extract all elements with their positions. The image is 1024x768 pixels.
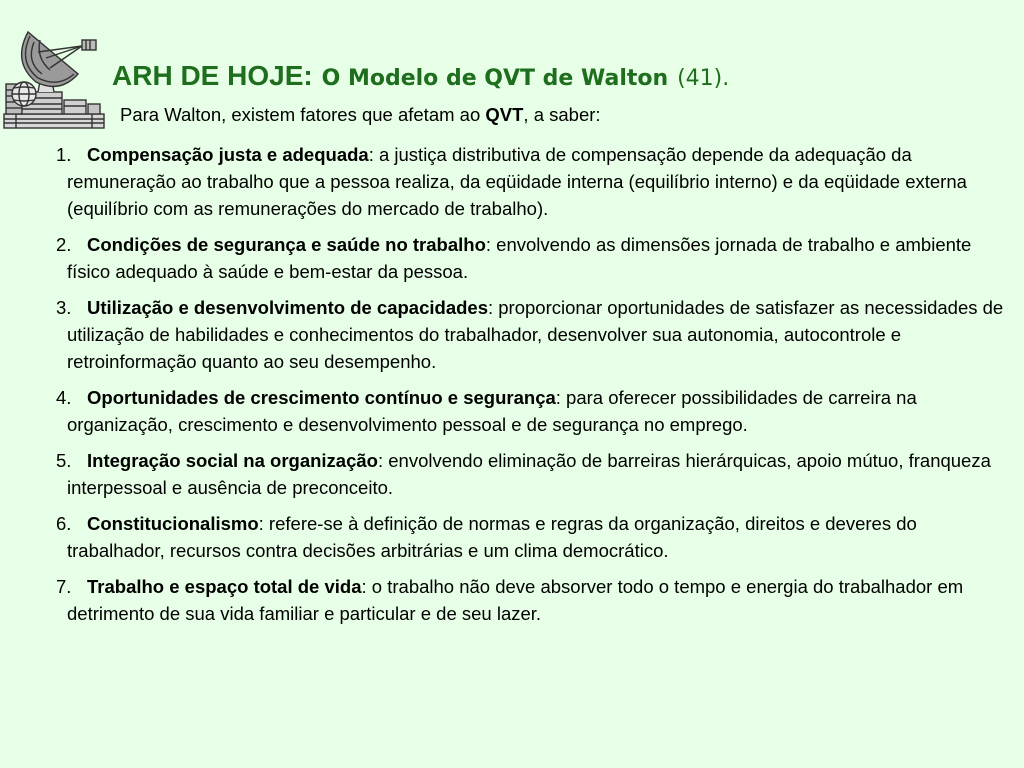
intro-text: Para Walton, existem fatores que afetam ao [120, 104, 481, 125]
item-body [67, 231, 1006, 285]
item-number: 3. [56, 297, 72, 318]
list-item [56, 294, 1006, 375]
item-text: : a justiça distributiva de compensação depende da adequação da remuneração ao trabalho que a pessoa realiza, da eqüidade interna (equilíbrio interno) e da eqüidade externa (equilíbrio com as remunerações do mercado de trabalho). [67, 144, 967, 219]
item-number: 5. [56, 450, 72, 471]
intro-keyword: QVT [485, 104, 524, 125]
intro-text-after: , a saber: [523, 104, 601, 125]
item-heading: Compensação justa e adequada [87, 144, 369, 165]
item-number: 4. [56, 387, 72, 408]
item-text: : para oferecer possibilidades de carreira na organização, crescimento e desenvolvimento pessoal e de segurança no emprego. [67, 387, 917, 435]
item-body [67, 573, 1006, 627]
item-text: : proporcionar oportunidades de satisfazer as necessidades de utilização de habilidades e conhecimentos do trabalhador, desenvolver sua autonomia, autocontrole e retroinformação quanto ao seu desempenho. [67, 297, 1004, 372]
list-item [56, 231, 1006, 285]
item-text: : refere-se à definição de normas e regras da organização, direitos e deveres do trabalhador, recursos contra decisões arbitrárias e um clima democrático. [67, 513, 917, 561]
factor-list [56, 141, 1006, 636]
item-text: : o trabalho não deve absorver todo o tempo e energia do trabalhador em detrimento de sua vida familiar e particular e de seu lazer. [67, 576, 964, 624]
item-body [67, 141, 1006, 222]
item-body [67, 447, 1006, 501]
title-main: ARH DE HOJE: [112, 60, 313, 91]
item-heading: Utilização e desenvolvimento de capacidades [87, 297, 488, 318]
list-item [56, 141, 1006, 222]
list-item [56, 447, 1006, 501]
page-title [112, 58, 729, 90]
list-item [56, 510, 1006, 564]
item-number: 6. [56, 513, 72, 534]
satellite-dish-icon [2, 22, 106, 130]
intro-line [120, 103, 601, 127]
item-number: 7. [56, 576, 72, 597]
item-heading: Trabalho e espaço total de vida [87, 576, 362, 597]
item-body [67, 510, 1006, 564]
item-heading: Integração social na organização [87, 450, 378, 471]
title-slide-number: (41). [677, 66, 730, 91]
title-subtitle: O Modelo de QVT de Walton [321, 66, 669, 91]
item-text: : envolvendo as dimensões jornada de trabalho e ambiente físico adequado à saúde e bem-estar da pessoa. [67, 234, 972, 282]
item-heading: Constitucionalismo [87, 513, 259, 534]
item-body [67, 384, 1006, 438]
item-number: 1. [56, 144, 72, 165]
list-item [56, 384, 1006, 438]
list-item [56, 573, 1006, 627]
item-number: 2. [56, 234, 72, 255]
item-heading: Condições de segurança e saúde no trabalho [87, 234, 486, 255]
item-text: : envolvendo eliminação de barreiras hierárquicas, apoio mútuo, franqueza interpessoal e ausência de preconceito. [67, 450, 991, 498]
item-heading: Oportunidades de crescimento contínuo e segurança [87, 387, 556, 408]
item-body [67, 294, 1006, 375]
